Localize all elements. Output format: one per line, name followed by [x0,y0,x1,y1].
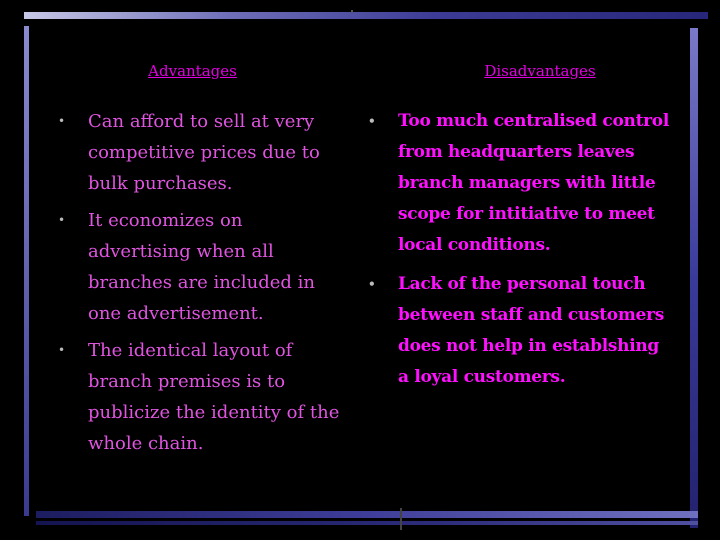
bullet-icon: • [368,277,376,291]
frame-top-notch [351,10,353,13]
list-item [58,205,348,329]
frame-bottom-bar-secondary [36,521,698,525]
list-item [58,335,348,459]
bullet-icon: • [58,213,66,227]
frame-right-bar [690,28,698,528]
frame-bottom-bar [36,511,698,518]
bullet-icon: • [58,343,66,357]
list-item-text: Too much centralised control from headquarters leaves branch managers with little scope for intitiative to meet local conditions. [398,111,669,255]
bullet-icon: • [368,114,376,128]
advantages-list [58,106,348,465]
list-item-text: It economizes on advertising when all branches are included in one advertisement. [88,210,315,324]
disadvantages-heading: Disadvantages [484,62,596,80]
list-item-text: The identical layout of branch premises is to publicize the identity of the whole chain. [88,340,340,454]
list-item [368,106,673,261]
frame-bottom-notch [400,508,402,530]
advantages-heading: Advantages [148,62,237,80]
frame-left-bar [24,26,29,516]
list-item [368,269,673,393]
disadvantages-list [368,106,673,401]
frame-top-bar [24,12,708,19]
list-item-text: Can afford to sell at very competitive prices due to bulk purchases. [88,111,320,194]
bullet-icon: • [58,114,66,128]
list-item [58,106,348,199]
list-item-text: Lack of the personal touch between staff and customers does not help in establshing a loyal customers. [398,274,664,387]
